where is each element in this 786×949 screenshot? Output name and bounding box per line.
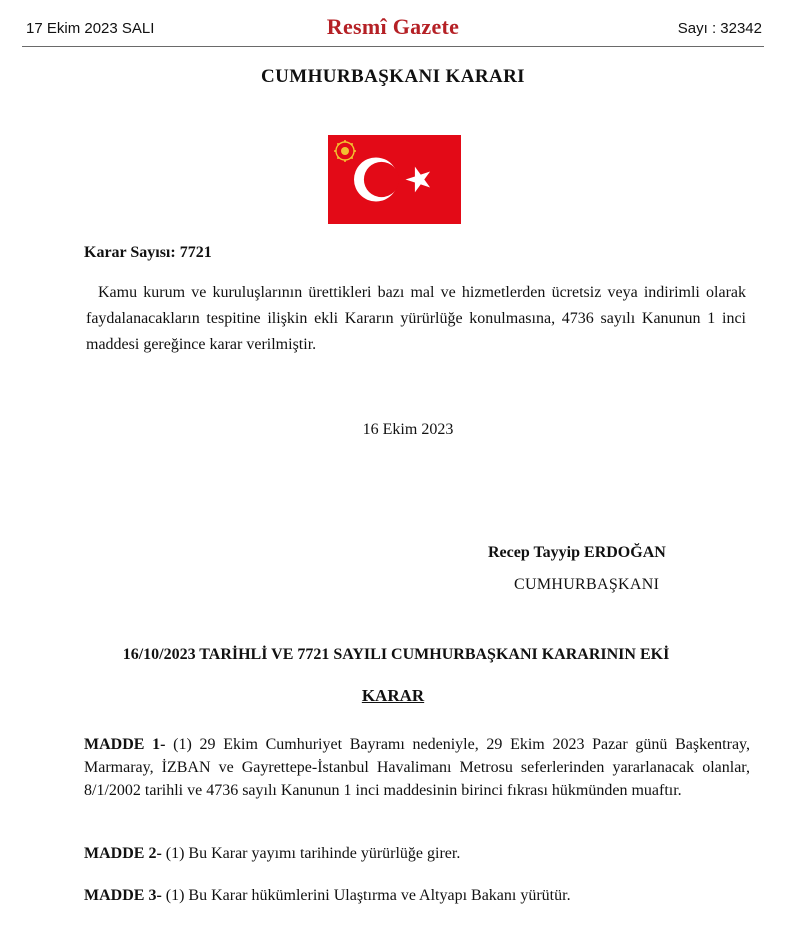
article-2 — [84, 842, 750, 865]
intro-paragraph: Kamu kurum ve kuruluşlarının ürettikleri bazı mal ve hizmetlerden ücretsiz veya indirimli olarak faydalanacakların tespitine ilişkin ekli Kararın yürürlüğe konulmasına, 4736 sayılı Kanunun 1 inci maddesi gereğince karar verilmiştir. — [86, 284, 746, 353]
signer-title: CUMHURBAŞKANI — [514, 576, 660, 593]
gazette-title: Resmî Gazete — [326, 14, 460, 39]
article-text: (1) 29 Ekim Cumhuriyet Bayramı nedeniyle, 29 Ekim 2023 Pazar günü Başkentray, Marmaray, İZBAN ve Gayrettepe-İstanbul Havalimanı Metrosu seferlerinden yararlanacak olanlar, 8/1/2002 tarihli ve 4736 sayılı Kanunun 1 inci maddesinin birinci fıkrası hükmünden muaftır. — [84, 736, 751, 799]
decision-number: Karar Sayısı: 7721 — [84, 244, 212, 261]
document-heading: CUMHURBAŞKANI KARARI — [261, 66, 525, 87]
article-label: MADDE 3- — [84, 887, 162, 904]
annex-subtitle: KARAR — [361, 686, 425, 705]
annex-title: 16/10/2023 TARİHLİ VE 7721 SAYILI CUMHURBAŞKANI KARARININ EKİ — [122, 646, 670, 663]
article-label: MADDE 1- — [84, 736, 166, 753]
article-text: (1) Bu Karar hükümlerini Ulaştırma ve Altyapı Bakanı yürütür. — [165, 887, 571, 904]
article-label: MADDE 2- — [84, 845, 162, 862]
signature-date: 16 Ekim 2023 — [362, 421, 454, 438]
issue-number: Sayı : 32342 — [677, 20, 762, 37]
article-3 — [84, 884, 750, 907]
article-1 — [84, 733, 750, 802]
gazette-header — [22, 14, 764, 46]
turkish-flag-icon — [328, 135, 461, 224]
signer-name: Recep Tayyip ERDOĞAN — [488, 544, 666, 561]
article-text: (1) Bu Karar yayımı tarihinde yürürlüğe girer. — [165, 845, 461, 862]
header-date: 17 Ekim 2023 SALI — [26, 20, 155, 37]
header-divider — [22, 46, 764, 47]
